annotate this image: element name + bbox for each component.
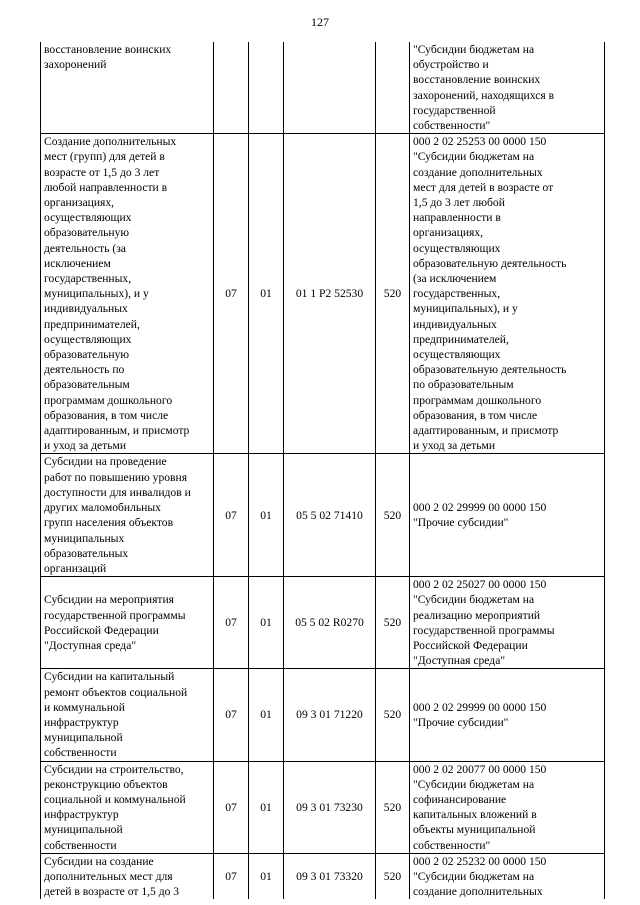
row-name-cell: Субсидии на капитальный ремонт объектов социальной и коммунальной инфраструктур муниципальной собственности	[41, 669, 214, 761]
section-cell: 07	[214, 761, 249, 853]
budget-table	[40, 42, 605, 899]
section-cell: 07	[214, 853, 249, 899]
expense-type-cell: 520	[376, 577, 410, 669]
row-name-cell: Субсидии на мероприятия государственной программы Российской Федерации "Доступная среда"	[41, 577, 214, 669]
row-name-cell: Субсидии на проведение работ по повышению уровня доступности для инвалидов и других маломобильных групп населения объектов муниципальных образовательных организаций	[41, 454, 214, 577]
subsection-cell: 01	[249, 134, 284, 454]
subsection-cell: 01	[249, 577, 284, 669]
section-cell: 07	[214, 577, 249, 669]
table-row	[41, 577, 605, 669]
income-code-cell: 000 2 02 25232 00 0000 150 "Субсидии бюджетам на создание дополнительных	[410, 853, 605, 899]
page-number: 127	[311, 15, 329, 29]
row-name-cell: восстановление воинских захоронений	[41, 42, 214, 134]
row-name-cell: Субсидии на строительство, реконструкцию объектов социальной и коммунальной инфраструктур муниципальной собственности	[41, 761, 214, 853]
subsection-cell	[249, 42, 284, 134]
expense-type-cell: 520	[376, 761, 410, 853]
income-code-cell: 000 2 02 25027 00 0000 150 "Субсидии бюджетам на реализацию мероприятий государственной программы Российской Федерации "Доступная среда"	[410, 577, 605, 669]
expense-type-cell: 520	[376, 669, 410, 761]
income-code-cell: "Субсидии бюджетам на обустройство и восстановление воинских захоронений, находящихся в государственной собственности"	[410, 42, 605, 134]
section-cell: 07	[214, 669, 249, 761]
expense-type-cell: 520	[376, 853, 410, 899]
income-code-cell: 000 2 02 20077 00 0000 150 "Субсидии бюджетам на софинансирование капитальных вложений в объекты муниципальной собственности"	[410, 761, 605, 853]
target-article-cell: 09 3 01 73230	[284, 761, 376, 853]
income-code-cell: 000 2 02 29999 00 0000 150 "Прочие субсидии"	[410, 454, 605, 577]
table-row	[41, 134, 605, 454]
table-row	[41, 454, 605, 577]
subsection-cell: 01	[249, 761, 284, 853]
table-row	[41, 853, 605, 899]
table-row	[41, 42, 605, 134]
target-article-cell	[284, 42, 376, 134]
subsection-cell: 01	[249, 669, 284, 761]
target-article-cell: 09 3 01 71220	[284, 669, 376, 761]
row-name-cell: Создание дополнительных мест (групп) для детей в возрасте от 1,5 до 3 лет любой направленности в организациях, осуществляющих образовательную деятельность (за исключением государственных, муниципальных), и у индивидуальных предпринимателей, осуществляющих образовательную деятельность по образовательным программам дошкольного образования, в том числе адаптированным, и присмотр и уход за детьми	[41, 134, 214, 454]
income-code-cell: 000 2 02 29999 00 0000 150 "Прочие субсидии"	[410, 669, 605, 761]
expense-type-cell: 520	[376, 454, 410, 577]
table-row	[41, 669, 605, 761]
target-article-cell: 01 1 P2 52530	[284, 134, 376, 454]
subsection-cell: 01	[249, 454, 284, 577]
target-article-cell: 05 5 02 R0270	[284, 577, 376, 669]
target-article-cell: 09 3 01 73320	[284, 853, 376, 899]
income-code-cell: 000 2 02 25253 00 0000 150 "Субсидии бюджетам на создание дополнительных мест для детей в возрасте от 1,5 до 3 лет любой направленности в организациях, осуществляющих образовательную деятельность (за исключением государственных, муниципальных), и у индивидуальных предпринимателей, осуществляющих образовательную деятельность по образовательным программам дошкольного образования, в том числе адаптированным, и присмотр и уход за детьми	[410, 134, 605, 454]
expense-type-cell	[376, 42, 410, 134]
section-cell	[214, 42, 249, 134]
section-cell: 07	[214, 454, 249, 577]
row-name-cell: Субсидии на создание дополнительных мест для детей в возрасте от 1,5 до 3	[41, 853, 214, 899]
expense-type-cell: 520	[376, 134, 410, 454]
target-article-cell: 05 5 02 71410	[284, 454, 376, 577]
section-cell: 07	[214, 134, 249, 454]
table-row	[41, 761, 605, 853]
subsection-cell: 01	[249, 853, 284, 899]
